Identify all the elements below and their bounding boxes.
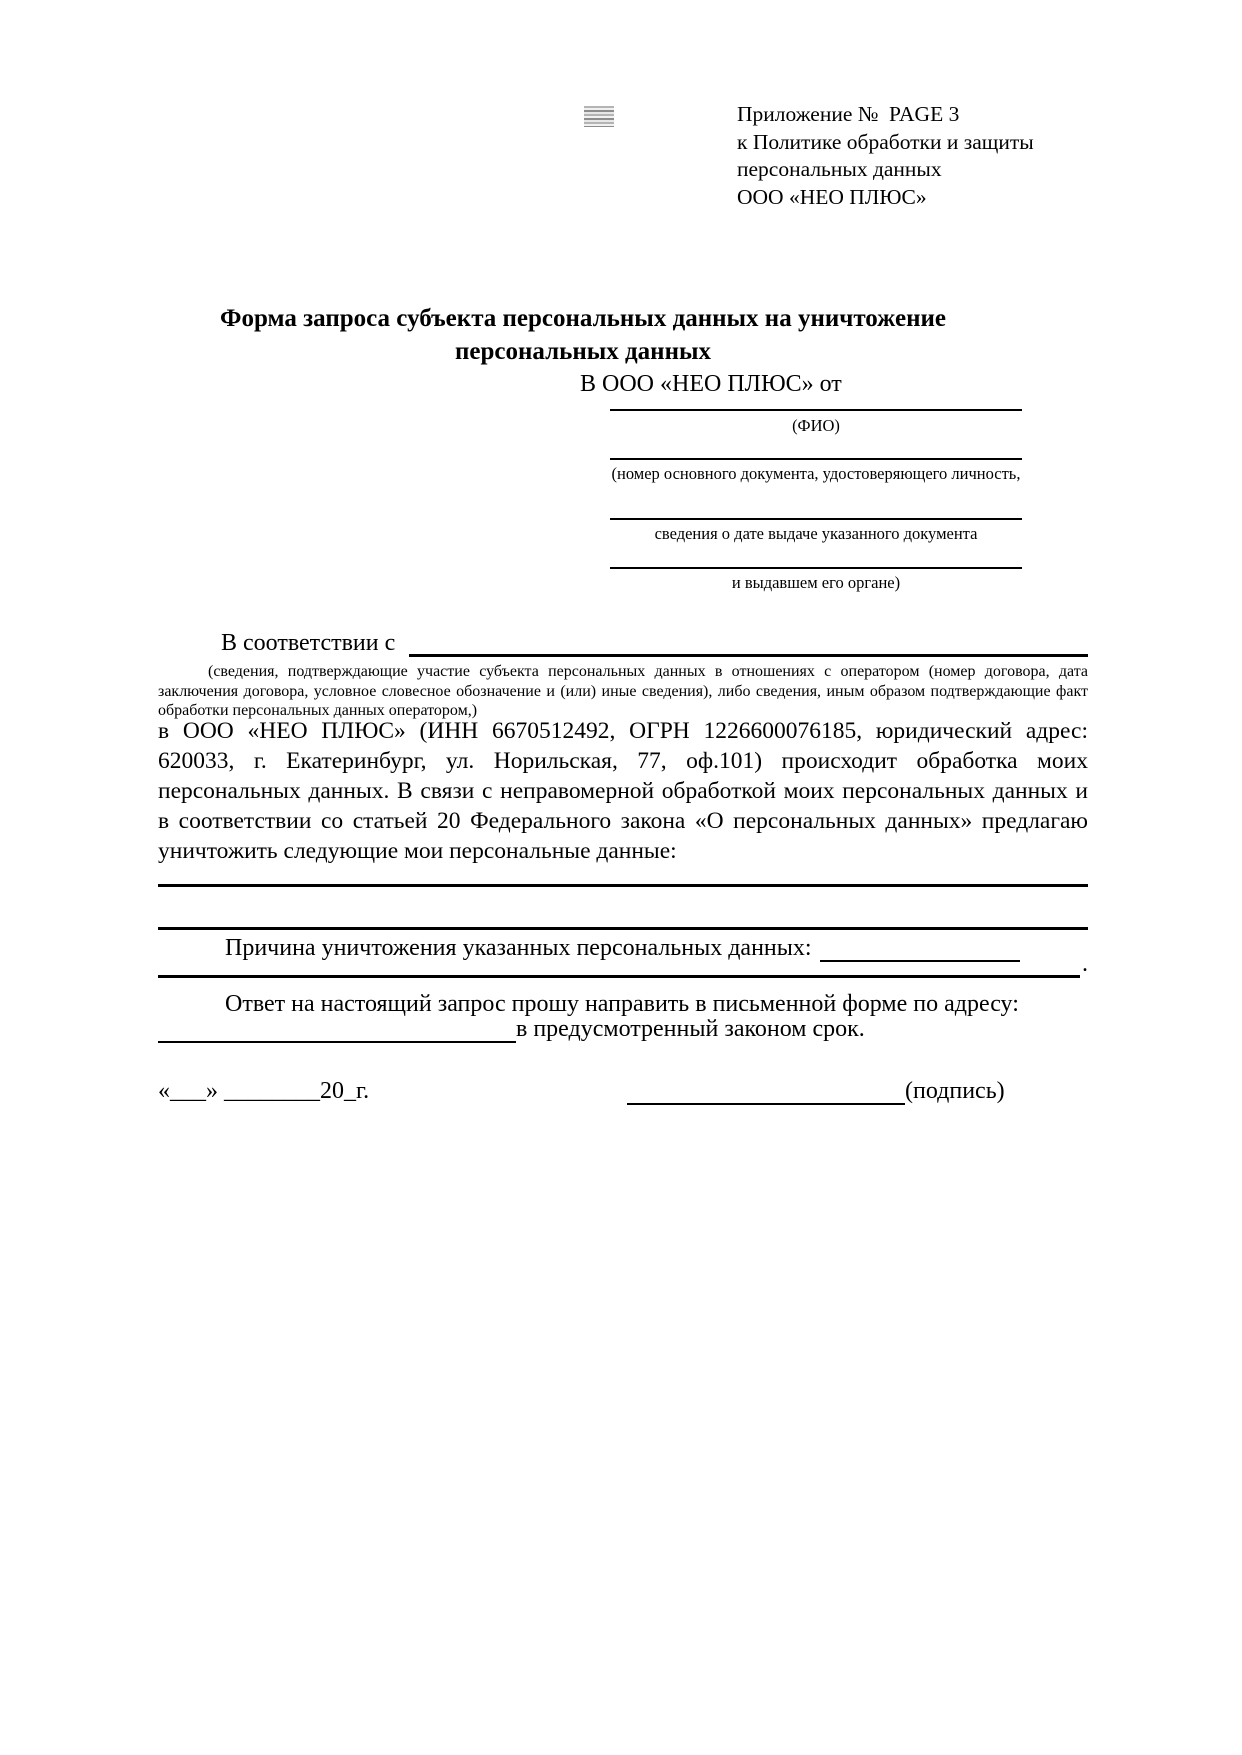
signature-row	[627, 1077, 1005, 1105]
body-paragraph-line: 620033, г. Екатеринбург, ул. Норильская, 77, оф.101) происходит обработка моих	[158, 748, 1088, 774]
response-address-blank-line	[158, 1017, 516, 1043]
issue-date-blank-line	[610, 518, 1022, 520]
document-number-caption: (номер основного документа, удостоверяющего личность,	[611, 464, 1021, 483]
reason-label: Причина уничтожения указанных персональных данных:	[225, 935, 812, 961]
document-number-blank-line	[610, 458, 1022, 460]
response-request-line: Ответ на настоящий запрос прошу направить в письменной форме по адресу:	[225, 991, 1019, 1017]
accordance-label: В соответствии с	[221, 630, 402, 656]
document-title: Форма запроса субъекта персональных данных на уничтожение персональных данных	[220, 305, 946, 365]
issuing-authority-blank-line	[610, 567, 1022, 569]
appendix-block	[737, 101, 1034, 211]
appendix-line-4: ООО «НЕО ПЛЮС»	[737, 184, 927, 209]
personal-data-blank-line-1	[158, 884, 1088, 887]
fio-caption: (ФИО)	[792, 416, 840, 435]
accordance-footnote: (сведения, подтверждающие участие субъекта персональных данных в отношениях с оператором (номер договора, дата заключения договора, условное словесное обозначение и (или) иные сведения), либо сведения, иным образом подтверждающие факт обработки персональных данных оператором,)	[158, 663, 1088, 719]
body-paragraph-line: персональных данных. В связи с неправомерной обработкой моих персональных данных и	[158, 778, 1088, 804]
reason-continuation-blank-line	[158, 951, 1080, 978]
body-paragraph-line: уничтожить следующие мои персональные данные:	[158, 838, 677, 864]
date-line: «___» ________20_г.	[158, 1078, 370, 1104]
signature-caption: (подпись)	[905, 1078, 1005, 1104]
reason-line-period: .	[1082, 951, 1088, 977]
appendix-line-3: персональных данных	[737, 157, 942, 181]
appendix-line-1: Приложение № PAGE 3	[737, 102, 960, 126]
image-placeholder-icon	[584, 106, 614, 127]
response-term-text: в предусмотренный законом срок.	[516, 1016, 865, 1042]
fio-blank-line	[610, 409, 1022, 411]
body-paragraph-line: в ООО «НЕО ПЛЮС» (ИНН 6670512492, ОГРН 1226600076185, юридический адрес:	[158, 718, 1088, 744]
reason-continuation-line	[158, 950, 1088, 978]
personal-data-blank-line-2	[158, 927, 1088, 930]
body-paragraph-line: в соответствии со статьей 20 Федерального закона «О персональных данных» предлагаю	[158, 808, 1088, 834]
accordance-row	[158, 629, 1088, 657]
appendix-line-2: к Политике обработки и защиты	[737, 129, 1034, 154]
addressee-line: В ООО «НЕО ПЛЮС» от	[580, 371, 842, 397]
issue-date-caption: сведения о дате выдаче указанного документа	[654, 524, 978, 543]
response-address-row	[158, 1015, 865, 1043]
signature-blank-line	[627, 1079, 905, 1105]
accordance-blank-line	[409, 630, 1088, 657]
issuing-authority-caption: и выдавшем его органе)	[731, 573, 901, 592]
